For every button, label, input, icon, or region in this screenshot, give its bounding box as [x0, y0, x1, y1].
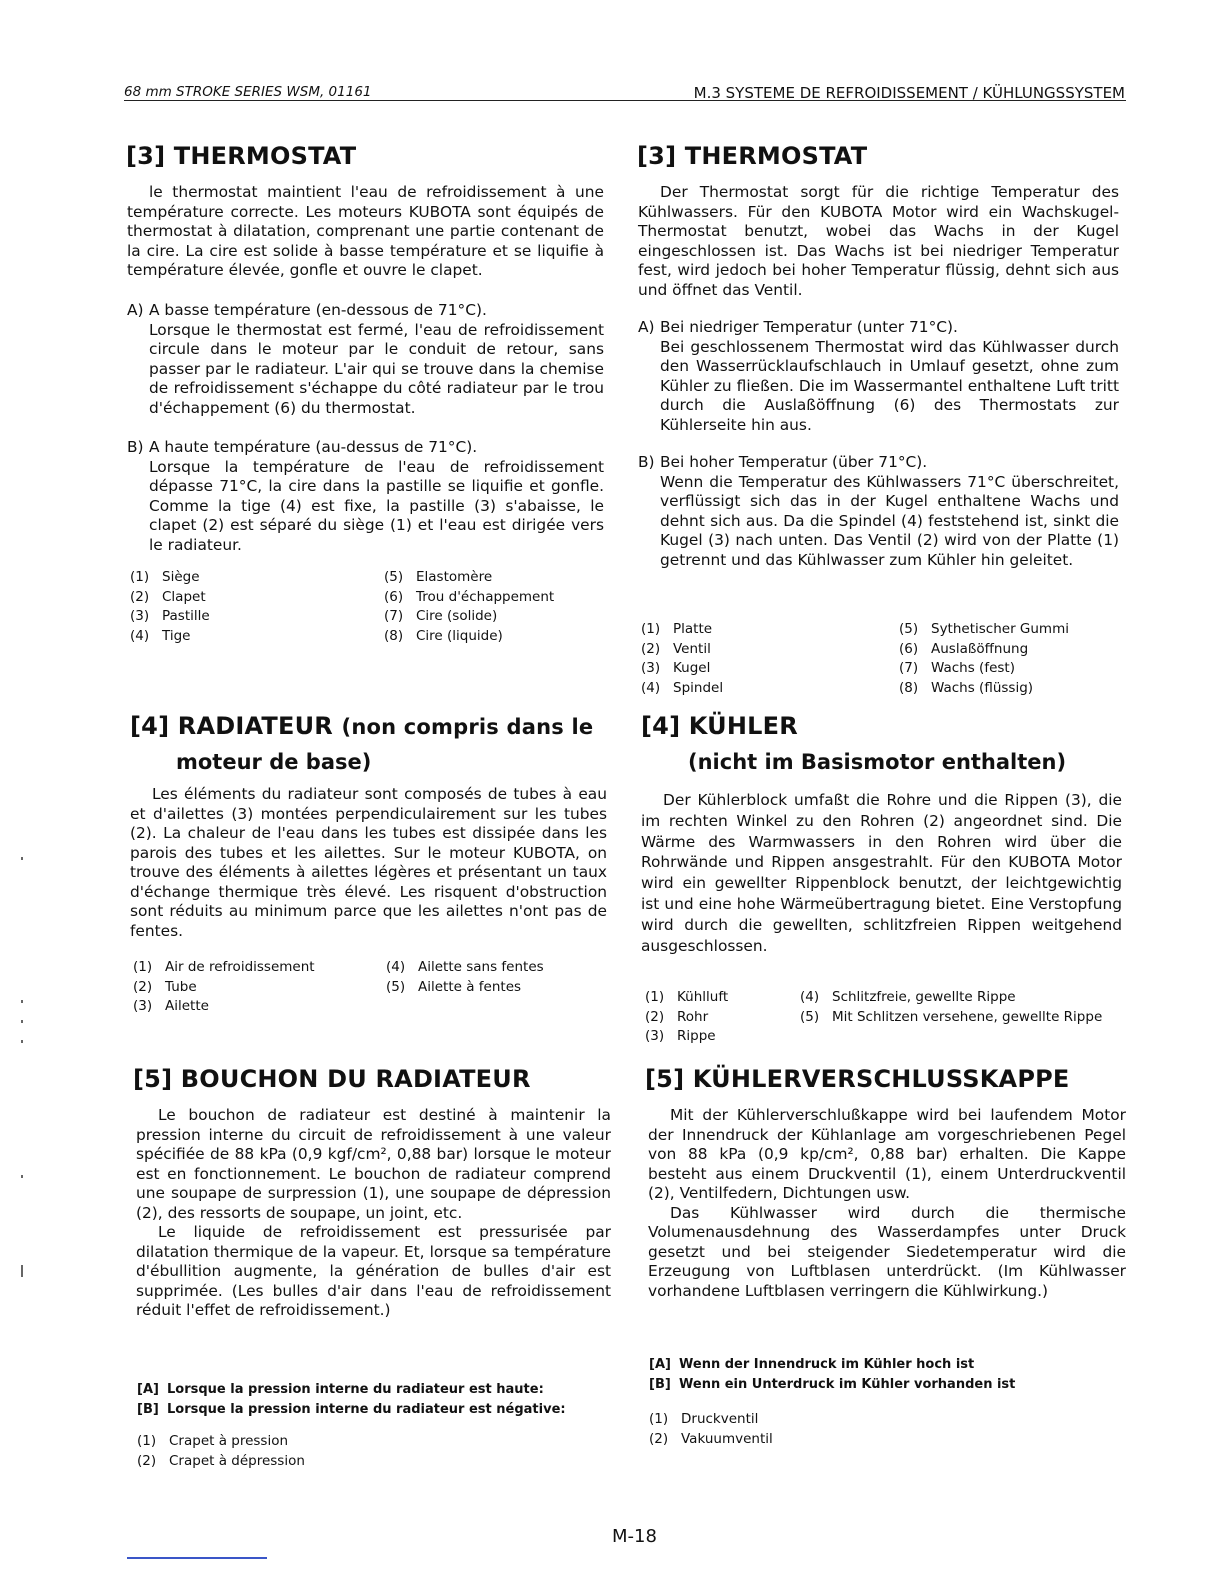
legend-item: (3) Rippe — [645, 1028, 716, 1044]
de-cap-legend — [649, 1410, 773, 1449]
de-cap-paragraph-2: Das Kühlwasser wird durch die thermische Volumenausdehnung des Wasserdampfes unter Druck gesetzt und bei steigender Siedetemperatur wird die Erzeugung von Luftblasen unterdrückt. (Im Kühlwasser vorhandene Luftblasen verringern die Kühlwirkung.) — [648, 1203, 1126, 1300]
fr-cap-paragraph-1: Le bouchon de radiateur est destiné à maintenir la pression interne du circuit de refroidissement à une valeur spécifiée de 88 kPa (0,9 kgf/cm², 0,88 bar) lorsque le moteur est en fonctionnement. Le bouchon de radiateur comprend une soupape de surpression (1), une soupape de dépression (2), des ressorts de soupape, un joint, etc. — [136, 1106, 611, 1222]
legend-item: (8) Cire (liquide) — [384, 627, 503, 644]
de-item-a-head: Bei niedriger Temperatur (unter 71°C). — [660, 318, 958, 336]
fr-radiator-legend-right — [386, 958, 606, 997]
fr-radiator-title-main: [4] RADIATEUR — [130, 712, 333, 740]
legend-item: (3) Pastille — [130, 608, 210, 624]
fr-radiator-legend-left — [133, 958, 383, 1017]
legend-item: (1) Platte — [641, 621, 713, 637]
legend-item: (2) Crapet à dépression — [137, 1452, 305, 1469]
legend-item: (4) Spindel — [641, 679, 724, 696]
de-thermostat-intro — [638, 183, 1119, 300]
fr-item-a-body: Lorsque le thermostat est fermé, l'eau de refroidissement circule dans le moteur par le conduit de retour, sans passer par le radiateur. L'air qui se trouve dans la chemise de refroidissement s'échappe du côté radiateur par le trou d'échappement (6) du thermostat. — [149, 320, 604, 417]
de-item-b-label: B) — [638, 453, 655, 471]
header-left: 68 mm STROKE SERIES WSM, 01161 — [124, 84, 372, 100]
de-cap-labels — [649, 1355, 1015, 1394]
legend-item: (5) Ailette à fentes — [386, 978, 522, 995]
de-thermostat-legend-left — [641, 620, 881, 698]
legend-item: (8) Wachs (flüssig) — [899, 679, 1034, 696]
fr-item-a-label: A) — [127, 301, 144, 319]
figure-label: [B] Lorsque la pression interne du radiateur est négative: — [137, 1401, 566, 1417]
fr-thermostat-item-b — [127, 438, 604, 555]
fr-radiator-title-small: (non compris dans le — [341, 715, 594, 739]
de-item-b-head: Bei hoher Temperatur (über 71°C). — [660, 453, 928, 471]
page-number: M-18 — [612, 1526, 657, 1547]
fr-cap-legend — [137, 1432, 305, 1471]
fr-item-b-body: Lorsque la température de l'eau de refroidissement dépasse 71°C, la cire dans la pastille se liquifie et gonfle. Comme la tige (4) est fixe, la pastille (3) s'abaisse, le clapet (2) est séparé du siège (1) et l'eau est dirigée vers le radiateur. — [149, 457, 604, 554]
legend-item: (1) Druckventil — [649, 1411, 759, 1427]
legend-item: (2) Clapet — [130, 588, 206, 605]
scan-mark — [21, 1265, 23, 1277]
de-thermostat-title: [3] THERMOSTAT — [637, 142, 868, 170]
header-right: M.3 SYSTEME DE REFROIDISSEMENT / KÜHLUNGSSYSTEM — [693, 84, 1125, 102]
legend-item: (7) Cire (solide) — [384, 608, 498, 624]
de-thermostat-intro-text: Der Thermostat sorgt für die richtige Temperatur des Kühlwassers. Für den KUBOTA Motor wird ein Wachskugel-Thermostat benutzt, wobei das Wachs in der Kugel eingeschlossen ist. Das Wachs ist bei niedriger Temperatur fest, wird jedoch bei hoher Temperatur flüssig, dehnt sich aus und öffnet das Ventil. — [638, 183, 1119, 299]
fr-item-b-label: B) — [127, 438, 144, 456]
legend-item: (3) Kugel — [641, 660, 711, 676]
footer-underline — [127, 1557, 267, 1559]
legend-item: (5) Elastomère — [384, 569, 493, 585]
de-cap-body — [648, 1106, 1126, 1301]
legend-item: (5) Mit Schlitzen versehene, gewellte Rippe — [800, 1008, 1103, 1025]
de-radiator-title: [4] KÜHLER — [641, 712, 798, 740]
de-radiator-body-text: Der Kühlerblock umfaßt die Rohre und die Rippen (3), die im rechten Winkel zu den Rohren (2) angeordnet sind. Die Wärme des Warmwassers in den Rohren wird über die Rohrwände und Rippen ansgestrahlt. Für den KUBOTA Motor wird ein gewellter Rippenblock benutzt, der leichtgewichtig ist und eine hohe Wärmeübertragung bietet. Eine Verstopfung wird durch die gewellten, schlitzfreien Rippen weitgehend ausgeschlossen. — [641, 791, 1122, 955]
fr-item-a-head: A basse température (en-dessous de 71°C). — [149, 301, 487, 319]
de-item-b-body: Wenn die Temperatur des Kühlwassers 71°C überschreitet, verflüssigt sich das in der Kugel enthaltene Wachs und dehnt sich aus. Da die Spindel (4) feststehend ist, sinkt die Kugel (3) nach unten. Das Ventil (2) wird von der Platte (1) getrennt und das Kühlwasser zum Kühler hin geleitet. — [660, 472, 1119, 569]
de-thermostat-legend-right — [899, 620, 1119, 698]
legend-item: (1) Siège — [130, 569, 200, 585]
legend-item: (4) Schlitzfreie, gewellte Rippe — [800, 989, 1016, 1005]
de-radiator-body — [641, 790, 1122, 956]
figure-label: [B] Wenn ein Unterdruck im Kühler vorhanden ist — [649, 1376, 1016, 1392]
legend-item: (1) Kühlluft — [645, 989, 729, 1005]
de-thermostat-item-b — [638, 453, 1119, 570]
legend-item: (5) Sythetischer Gummi — [899, 621, 1069, 637]
fr-radiator-title — [130, 712, 593, 740]
fr-thermostat-legend-right — [384, 568, 604, 646]
figure-label: [A] Lorsque la pression interne du radiateur est haute: — [137, 1382, 544, 1397]
scan-mark — [21, 1020, 23, 1023]
fr-thermostat-legend-left — [130, 568, 370, 646]
de-cap-title: [5] KÜHLERVERSCHLUSSKAPPE — [645, 1065, 1070, 1093]
fr-cap-title: [5] BOUCHON DU RADIATEUR — [133, 1065, 531, 1093]
scan-mark — [21, 1040, 23, 1043]
de-radiator-legend-right — [800, 988, 1120, 1027]
legend-item: (1) Crapet à pression — [137, 1433, 289, 1449]
legend-item: (6) Auslaßöffnung — [899, 640, 1029, 657]
fr-thermostat-title: [3] THERMOSTAT — [126, 142, 357, 170]
header-rule — [124, 100, 1126, 101]
fr-thermostat-item-a — [127, 301, 604, 418]
fr-thermostat-intro — [127, 183, 604, 281]
legend-item: (1) Air de refroidissement — [133, 959, 315, 975]
fr-cap-paragraph-2: Le liquide de refroidissement est pressurisée par dilatation thermique de la vapeur. Et, lorsque sa température d'ébullition augmente, la génération de bulles d'air est supprimée. (Les bulles d'air dans l'eau de refroidissement réduit l'effet de refroidissement.) — [136, 1223, 611, 1319]
fr-thermostat-intro-text: le thermostat maintient l'eau de refroidissement à une température correcte. Les moteurs KUBOTA sont équipés de thermostat à dilatation, comprenant une partie contenant de la cire. La cire est solide à basse température et se liquifie à température élevée, gonfle et ouvre le clapet. — [127, 183, 604, 279]
fr-radiator-title-line2: moteur de base) — [176, 750, 372, 774]
scan-mark — [21, 1175, 23, 1178]
figure-label: [A] Wenn der Innendruck im Kühler hoch ist — [649, 1357, 975, 1372]
scan-mark — [21, 1000, 23, 1003]
fr-radiator-body — [130, 785, 607, 941]
fr-radiator-body-text: Les éléments du radiateur sont composés de tubes à eau et d'ailettes (3) montées perpendiculairement sur les tubes (2). La chaleur de l'eau dans les tubes est dissipée dans les parois des tubes et les ailettes. Sur le moteur KUBOTA, on trouve des éléments à ailettes légères et présentant un taux d'échange thermique très élevé. Les risquent d'obstruction sont réduits au minimum parce que les ailettes n'ont pas de fentes. — [130, 785, 607, 940]
legend-item: (4) Ailette sans fentes — [386, 959, 544, 975]
fr-cap-labels — [137, 1380, 566, 1419]
legend-item: (6) Trou d'échappement — [384, 588, 555, 605]
de-item-a-label: A) — [638, 318, 655, 336]
fr-item-b-head: A haute température (au-dessus de 71°C). — [149, 438, 478, 456]
scan-mark — [21, 857, 23, 860]
legend-item: (2) Tube — [133, 978, 197, 995]
legend-item: (4) Tige — [130, 627, 191, 644]
legend-item: (7) Wachs (fest) — [899, 660, 1015, 676]
legend-item: (3) Ailette — [133, 998, 209, 1014]
fr-cap-body — [136, 1106, 611, 1321]
legend-item: (2) Ventil — [641, 640, 711, 657]
legend-item: (2) Vakuumventil — [649, 1430, 773, 1447]
de-cap-paragraph-1: Mit der Kühlerverschlußkappe wird bei laufendem Motor der Innendruck der Kühlanlage am vorgeschriebenen Pegel von 88 kPa (0,9 kp/cm², 0,88 bar) erhalten. Die Kappe besteht aus einem Druckventil (1), einem Unterdruckventil (2), Ventilfedern, Dichtungen usw. — [648, 1106, 1126, 1202]
de-radiator-subtitle: (nicht im Basismotor enthalten) — [688, 750, 1067, 774]
de-thermostat-item-a — [638, 318, 1119, 435]
legend-item: (2) Rohr — [645, 1008, 709, 1025]
de-radiator-legend-left — [645, 988, 795, 1047]
de-item-a-body: Bei geschlossenem Thermostat wird das Kühlwasser durch den Wasserrücklaufschlauch in Umlauf gesetzt, ohne zum Kühler zu fließen. Die im Wassermantel enthaltene Luft tritt durch die Auslaßöffnung (6) des Thermostats zur Kühlerseite hin aus. — [660, 337, 1119, 434]
